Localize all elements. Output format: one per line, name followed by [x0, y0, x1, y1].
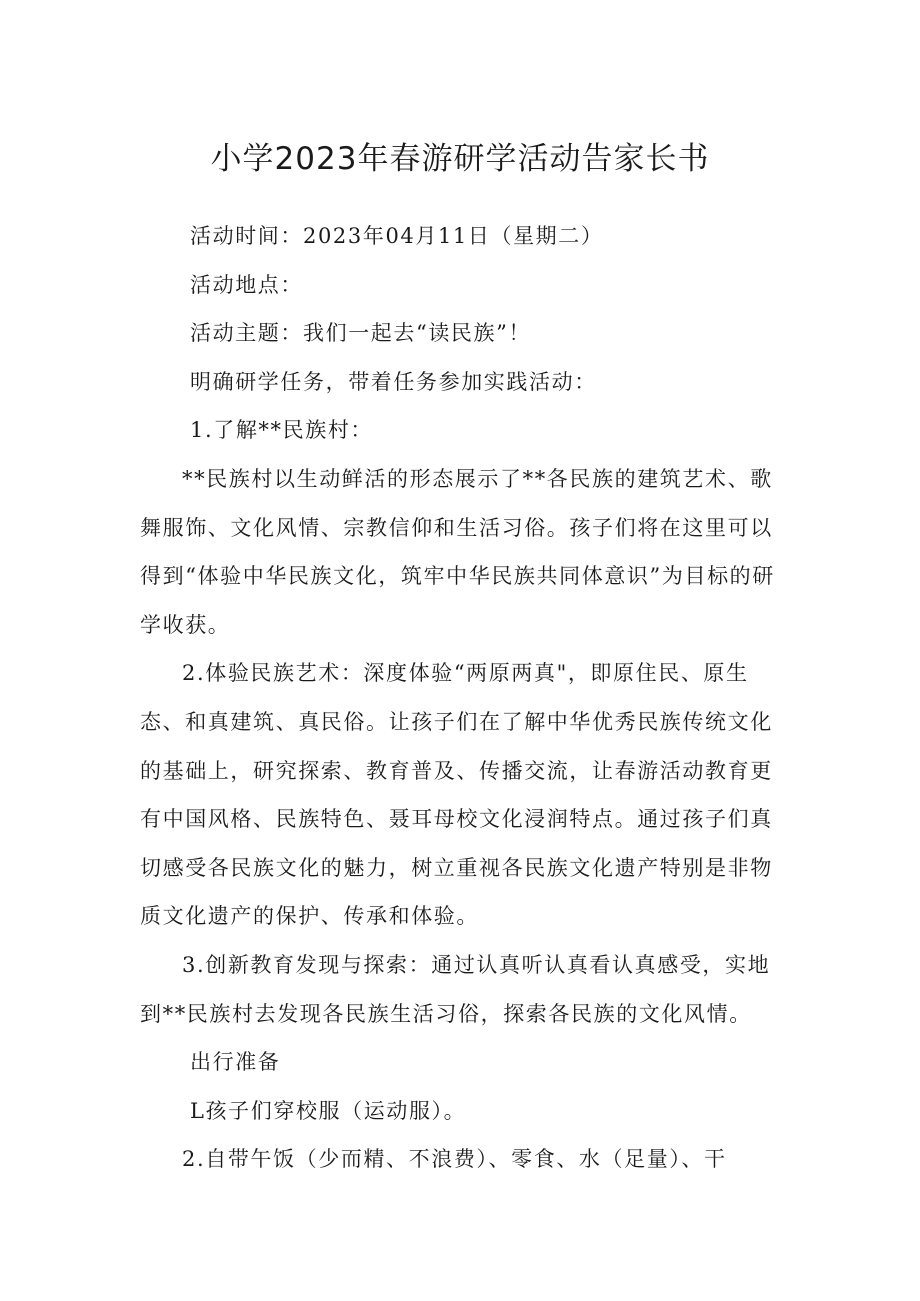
document-title: 小学2023年春游研学活动告家长书 [210, 141, 710, 177]
activity-location: 活动地点： [190, 272, 303, 297]
task-intro: 明确研学任务，带着任务参加实践活动： [190, 369, 597, 394]
task-1-body: **民族村以生动鲜活的形态展示了**各民族的建筑艺术、歌舞服饰、文化风情、宗教信仰和生活习俗。孩子们将在这里可以得到“体验中华民族文化，筑牢中华民族共同体意识”为目标的研学收获。 [140, 466, 775, 637]
task-3-body: 3.创新教育发现与探索：通过认真听认真看认真感受，实地到**民族村去发现各民族生活习俗，探索各民族的文化风情。 [140, 952, 771, 1026]
preparation-item-1: L孩子们穿校服（运动服）。 [190, 1098, 467, 1123]
activity-time: 活动时间：2023年04月11日（星期二） [190, 224, 604, 248]
preparation-heading: 出行准备 [190, 1050, 281, 1075]
activity-theme: 活动主题：我们一起去“读民族”！ [190, 321, 532, 346]
document-body [140, 212, 780, 1184]
preparation-item-2: 2.自带午饭（少而精、不浪费）、零食、水（足量）、干 [182, 1147, 727, 1172]
task-2-body: 2.体验民族艺术：深度体验“两原两真"，即原住民、原生态、和真建筑、真民俗。让孩子们在了解中华优秀民族传统文化的基础上，研究探索、教育普及、传播交流，让春游活动教育更有中国风格、民族特色、聂耳母校文化浸润特点。通过孩子们真切感受各民族文化的魅力，树立重视各民族文化遗产特别是非物质文化遗产的保护、传承和体验。 [140, 661, 773, 929]
task-1-heading: 1.了解**民族村： [190, 418, 374, 443]
